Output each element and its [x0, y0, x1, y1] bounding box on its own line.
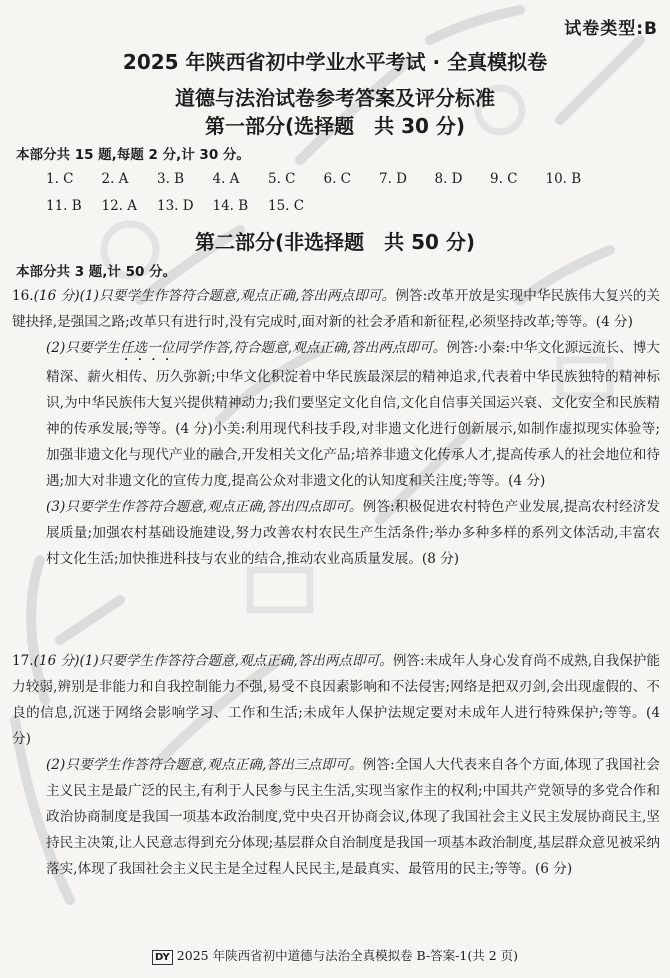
- q16-part3: [12, 494, 660, 572]
- answer-item: 15. C: [268, 197, 305, 214]
- answer-item: 13. D: [157, 197, 194, 214]
- q16-part1: [12, 283, 660, 335]
- answer-item: 14. B: [212, 197, 249, 214]
- answer-row-1: [46, 165, 656, 192]
- page-footer: [0, 946, 670, 965]
- publisher-badge: DY: [152, 950, 173, 965]
- document-subtitle: 道德与法治试卷参考答案及评分标准: [175, 86, 495, 110]
- question-16: [12, 283, 660, 572]
- q16-part2: [12, 335, 660, 494]
- answer-text: 例答:小秦:中华文化源远流长、博大精深、薪火相传、历久弥新;中华文化积淀着中华民族最深层的精神追求,代表着中华民族独特的精神标识,为中华民族伟大复兴提供精神动力;我们要坚定文化自信,文化自信事关国运兴衰、文化安全和民族精神的传承发展;等等。(4 分)小美:利用现代科技手段,对非遗文化进行创新展示,如制作虚拟现实体验等;加强非遗文化与现代产业的融合,开发相关文化产品;培养非遗文化传承人才,提高传承人的社会地位和待遇;加大对非遗文化的宣传力度,提高公众对非遗文化的认知度和关注度;等等。(4 分): [46, 340, 660, 489]
- choice-answer-grid: [46, 165, 656, 219]
- scoring-instruction: (3)只要学生作答符合题意,观点正确,答出四点即可。: [46, 499, 363, 515]
- answer-item: 11. B: [46, 197, 82, 214]
- document-title: 2025 年陕西省初中学业水平考试 · 全真模拟卷: [122, 50, 548, 74]
- part1-note: 本部分共 15 题,每题 2 分,计 30 分。: [16, 147, 250, 163]
- part2-note: 本部分共 3 题,计 50 分。: [16, 264, 177, 280]
- answer-item: 5. C: [268, 170, 296, 187]
- answer-item: 7. D: [379, 170, 407, 187]
- answer-text: 例答:改革开放是实现中华民族伟大复兴的关键抉择,是强国之路;改革只有进行时,没有完成时,面对新的社会矛盾和新征程,必须坚持改革;等等。(4 分): [12, 288, 660, 330]
- answer-item: 10. B: [545, 170, 582, 187]
- answer-item: 6. C: [323, 170, 352, 187]
- answer-text: 例答:积极促进农村特色产业发展,提高农村经济发展质量;加强农村基础设施建设,努力改善农村农民生产生活条件;举办多种多样的系列文体活动,丰富农村文化生活;加快推进科技与农业的结合,推动农业高质量发展。(8 分): [46, 499, 660, 567]
- paper-type-tag: 试卷类型:B: [564, 19, 658, 39]
- scoring-instruction: (2)只要学生: [46, 340, 120, 356]
- question-17: [12, 648, 660, 882]
- question-number: 17.: [12, 653, 34, 669]
- scoring-instruction: (16 分)(1)只要学生作答符合题意,观点正确,答出两点即可。: [33, 288, 396, 304]
- part1-title: 第一部分(选择题 共 30 分): [204, 114, 466, 138]
- answer-item: 2. A: [101, 170, 129, 187]
- scoring-instruction: 同学作答,符合题意,观点正确,答出两点即可。: [174, 340, 447, 356]
- answer-text: 例答:未成年人身心发育尚不成熟,自我保护能力较弱,辨别是非能力和自我控制能力不强,易受不良因素影响和不法侵害;网络是把双刃剑,会出现虚假的、不良的信息,沉迷于网络会影响学习、工作和生活;未成年人保护法规定要对未成年人进行特殊保护;等等。(4 分): [12, 653, 660, 747]
- answer-item: 8. D: [434, 170, 463, 187]
- question-number: 16.: [12, 288, 34, 304]
- answer-item: 3. B: [157, 170, 185, 187]
- answer-item: 4. A: [212, 170, 240, 187]
- footer-text: 2025 年陕西省初中道德与法治全真模拟卷 B-答案-1(共 2 页): [176, 948, 519, 963]
- scoring-instruction: (2)只要学生作答符合题意,观点正确,答出三点即可。: [46, 757, 363, 773]
- emphasized-text: 任选一位: [119, 340, 175, 356]
- answer-item: 1. C: [46, 170, 74, 187]
- part2-title: 第二部分(非选择题 共 50 分): [194, 230, 476, 254]
- answer-row-2: [46, 192, 656, 219]
- q17-part1: [12, 648, 660, 752]
- q17-part2: [12, 752, 660, 882]
- answer-item: 9. C: [490, 170, 518, 187]
- answer-item: 12. A: [101, 197, 138, 214]
- answer-text: 例答:全国人大代表来自各个方面,体现了我国社会主义民主是最广泛的民主,有利于人民参与民主生活,实现当家作主的权利;中国共产党领导的多党合作和政治协商制度是我国一项基本政治制度,党中央召开协商会议,体现了我国社会主义民主发展协商民主,坚持民主决策,让人民意志得到充分体现;基层群众自治制度是我国一项基本政治制度,基层群众意见被采纳落实,体现了我国社会主义民主是全过程人民民主,是最真实、最管用的民主;等等。(6 分): [46, 757, 660, 877]
- scoring-instruction: (16 分)(1)只要学生作答符合题意,观点正确,答出两点即可。: [33, 653, 393, 669]
